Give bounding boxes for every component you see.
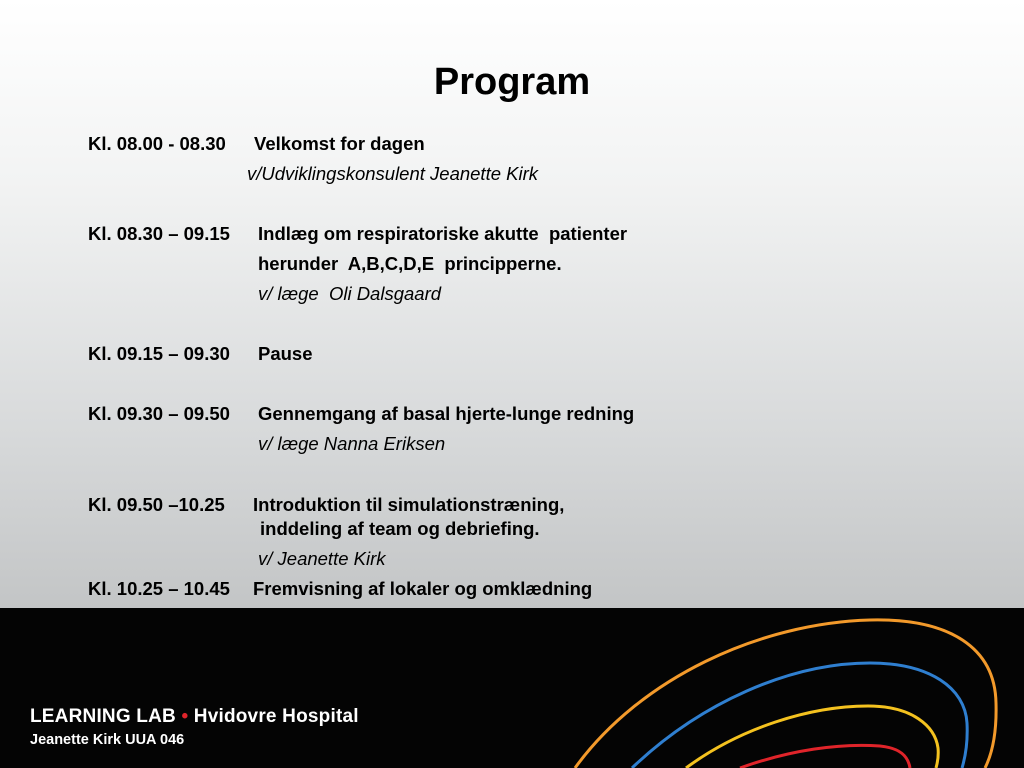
schedule-topic-6: Fremvisning af lokaler og omklædning (253, 578, 593, 599)
brand-separator-dot: • (181, 706, 189, 727)
schedule-speaker-2: v/ læge Oli Dalsgaard (258, 283, 442, 304)
schedule-speaker-1: v/Udviklingskonsulent Jeanette Kirk (247, 163, 539, 184)
schedule-speaker-5: v/ Jeanette Kirk (258, 548, 386, 569)
schedule-time-6: Kl. 10.25 – 10.45 (88, 578, 230, 599)
schedule-time-4: Kl. 09.30 – 09.50 (88, 403, 230, 424)
schedule-topic-5-line2: inddeling af team og debriefing. (260, 518, 540, 539)
brand-right: Hvidovre Hospital (193, 706, 359, 727)
arc-orange (575, 620, 996, 768)
schedule-time-3: Kl. 09.15 – 09.30 (88, 343, 230, 364)
arc-yellow (686, 706, 938, 768)
schedule-topic-1: Velkomst for dagen (254, 133, 425, 154)
schedule-time-2: Kl. 08.30 – 09.15 (88, 223, 230, 244)
schedule-topic-2-line2: herunder A,B,C,D,E principperne. (258, 253, 562, 274)
footer-author: Jeanette Kirk UUA 046 (30, 732, 185, 748)
schedule-speaker-4: v/ læge Nanna Eriksen (258, 433, 446, 454)
slide-title: Program (433, 61, 591, 103)
schedule-time-1: Kl. 08.00 - 08.30 (88, 133, 226, 154)
footer-brand (30, 706, 359, 728)
schedule-topic-4: Gennemgang af basal hjerte-lunge redning (258, 403, 635, 424)
brand-left: LEARNING LAB (30, 706, 176, 727)
schedule-topic-5-line1: Introduktion til simulationstræning, (253, 494, 565, 515)
schedule-topic-2-line1: Indlæg om respiratoriske akutte patienter (258, 223, 628, 244)
footer-band (0, 608, 1024, 768)
schedule-topic-3: Pause (258, 343, 313, 364)
arc-red (740, 745, 910, 768)
schedule-time-5: Kl. 09.50 –10.25 (88, 494, 225, 515)
